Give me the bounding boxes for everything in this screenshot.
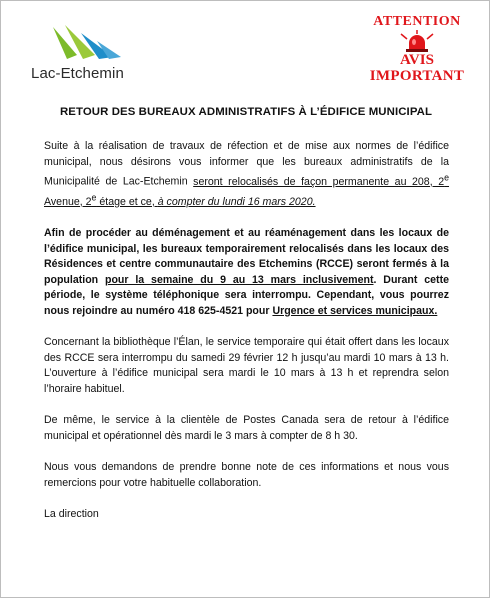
avis-label: AVIS — [400, 52, 434, 68]
p1-b: seront relocalisés de façon permanente au 208, 2 — [193, 175, 445, 188]
siren-icon — [397, 30, 437, 52]
p1-sup2: e — [91, 192, 97, 203]
page-title: RETOUR DES BUREAUX ADMINISTRATIFS À L’ÉDIFICE MUNICIPAL — [59, 106, 433, 118]
paragraph-library: Concernant la bibliothèque l’Élan, le service temporaire qui était offert dans les locaux des RCCE sera interrompu du samedi 29 février 12 h jusqu’au mardi 10 mars à 13 h. L’ouverture à l’édifice municipal sera mardi le 10 mars à 13 h et reprendra selon l’horaire habituel. — [44, 336, 449, 395]
attention-notice — [363, 13, 471, 85]
lake-logo-icon — [51, 25, 123, 63]
p1-d: Avenue, 2 — [44, 195, 92, 208]
p1-f: étage et ce, — [96, 195, 158, 208]
p1-date: à compter du lundi 16 mars 2020. — [157, 195, 316, 208]
paragraph-closing: Nous vous demandons de prendre bonne note de ces informations et nous vous remercions pour votre habituelle collaboration. — [44, 461, 449, 489]
paragraph-postes: De même, le service à la clientèle de Postes Canada sera de retour à l’édifice municipal et opérationnel dès mardi le 3 mars à compter de 8 h 30. — [44, 414, 449, 442]
municipal-logo — [31, 25, 161, 87]
p2-a: Afin de procéder au déménagement et au réaménagement dans les locaux de l’édifice municipal, les bureaux temporairement relocalisés dans les locaux des Résidences et centre communautaire des Etchemins (RCCE) seront fermés à la population — [44, 227, 449, 286]
p2-c: . Durant cette période, le système téléphonique sera interrompu. Cependant, vous pourrez nous rejoindre au numéro 418 625-4521 pour — [44, 273, 450, 317]
signature: La direction — [44, 508, 99, 521]
important-label: IMPORTANT — [369, 68, 465, 84]
logo-text: Lac-Etchemin — [31, 65, 124, 82]
p1-text: Suite à la réalisation de travaux de réfection et de mise aux normes de l’édifice municipal, nous désirons vous informer que les bureaux administratifs de la Municipalité de Lac-Etchemin — [44, 140, 449, 188]
p2-urgence: Urgence et services municipaux. — [272, 304, 438, 317]
paragraph-closure — [44, 226, 449, 319]
document-body — [44, 139, 449, 539]
paragraph-relocation — [44, 139, 449, 210]
p1-sup1: e — [444, 172, 450, 182]
p2-week: pour la semaine du 9 au 13 mars inclusivement — [104, 273, 374, 286]
attention-label: ATTENTION — [373, 14, 461, 29]
